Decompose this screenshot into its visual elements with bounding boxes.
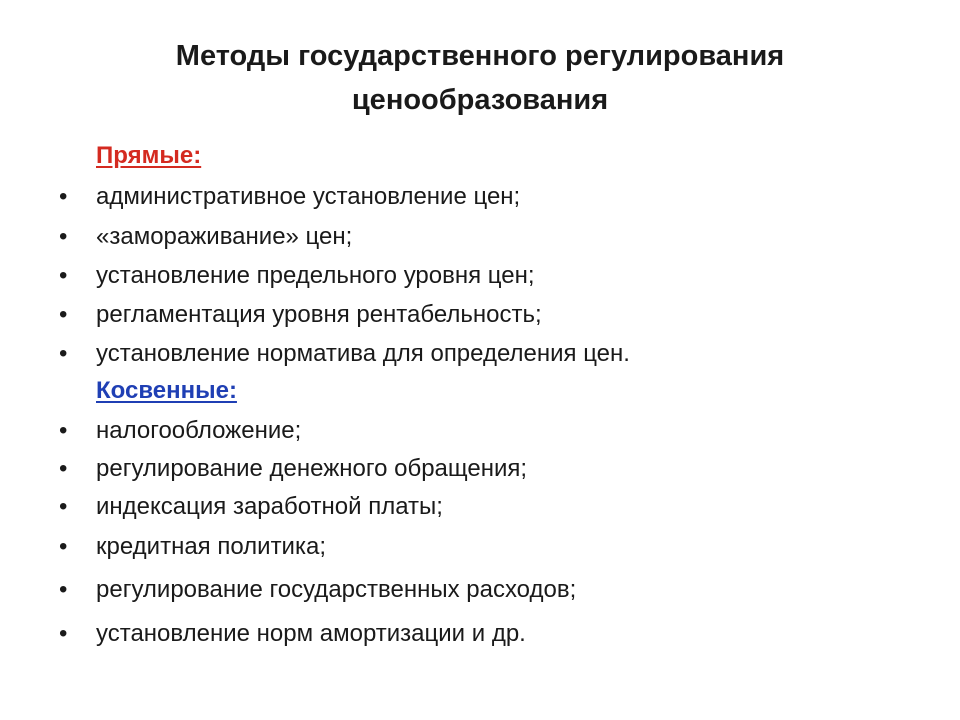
- bullet-icon: •: [59, 493, 68, 520]
- indirect-list-item: [0, 452, 960, 486]
- bullet-icon: •: [59, 262, 68, 289]
- direct-list-item: [0, 298, 960, 332]
- indirect-list-item: [0, 530, 960, 564]
- indirect-list-item: [0, 490, 960, 524]
- bullet-icon: •: [59, 576, 68, 603]
- direct-list-item: [0, 337, 960, 371]
- bullet-icon: •: [59, 183, 68, 210]
- direct-list-item-text: установление норматива для определения цен.: [96, 340, 630, 367]
- indirect-list-item-text: регулирование денежного обращения;: [96, 455, 528, 482]
- indirect-list-item-text: установление норм амортизации и др.: [96, 620, 526, 647]
- direct-list-item: [0, 180, 960, 214]
- direct-list-item: [0, 220, 960, 254]
- indirect-methods-heading: Косвенные:: [96, 377, 237, 404]
- direct-list-item: [0, 259, 960, 293]
- bullet-icon: •: [59, 455, 68, 482]
- indirect-list-item-text: индексация заработной платы;: [96, 493, 443, 520]
- slide-title: [0, 34, 960, 122]
- bullet-icon: •: [59, 620, 68, 647]
- indirect-list-item-text: кредитная политика;: [96, 533, 327, 560]
- direct-list-item-text: регламентация уровня рентабельность;: [96, 301, 542, 328]
- indirect-list-item-text: налогообложение;: [96, 417, 302, 444]
- direct-list-item-text: «замораживание» цен;: [96, 223, 353, 250]
- bullet-icon: •: [59, 301, 68, 328]
- indirect-list-item: [0, 617, 960, 651]
- direct-list-item-text: административное установление цен;: [96, 183, 521, 210]
- slide-title-line-1: Методы государственного регулирования: [175, 40, 785, 72]
- slide-title-line-2: ценообразования: [351, 84, 609, 116]
- direct-list-item-text: установление предельного уровня цен;: [96, 262, 535, 289]
- indirect-list-item-text: регулирование государственных расходов;: [96, 576, 577, 603]
- indirect-list-item: [0, 573, 960, 607]
- bullet-icon: •: [59, 533, 68, 560]
- bullet-icon: •: [59, 417, 68, 444]
- indirect-list-item: [0, 414, 960, 448]
- direct-methods-heading: Прямые:: [96, 142, 202, 169]
- bullet-icon: •: [59, 223, 68, 250]
- bullet-icon: •: [59, 340, 68, 367]
